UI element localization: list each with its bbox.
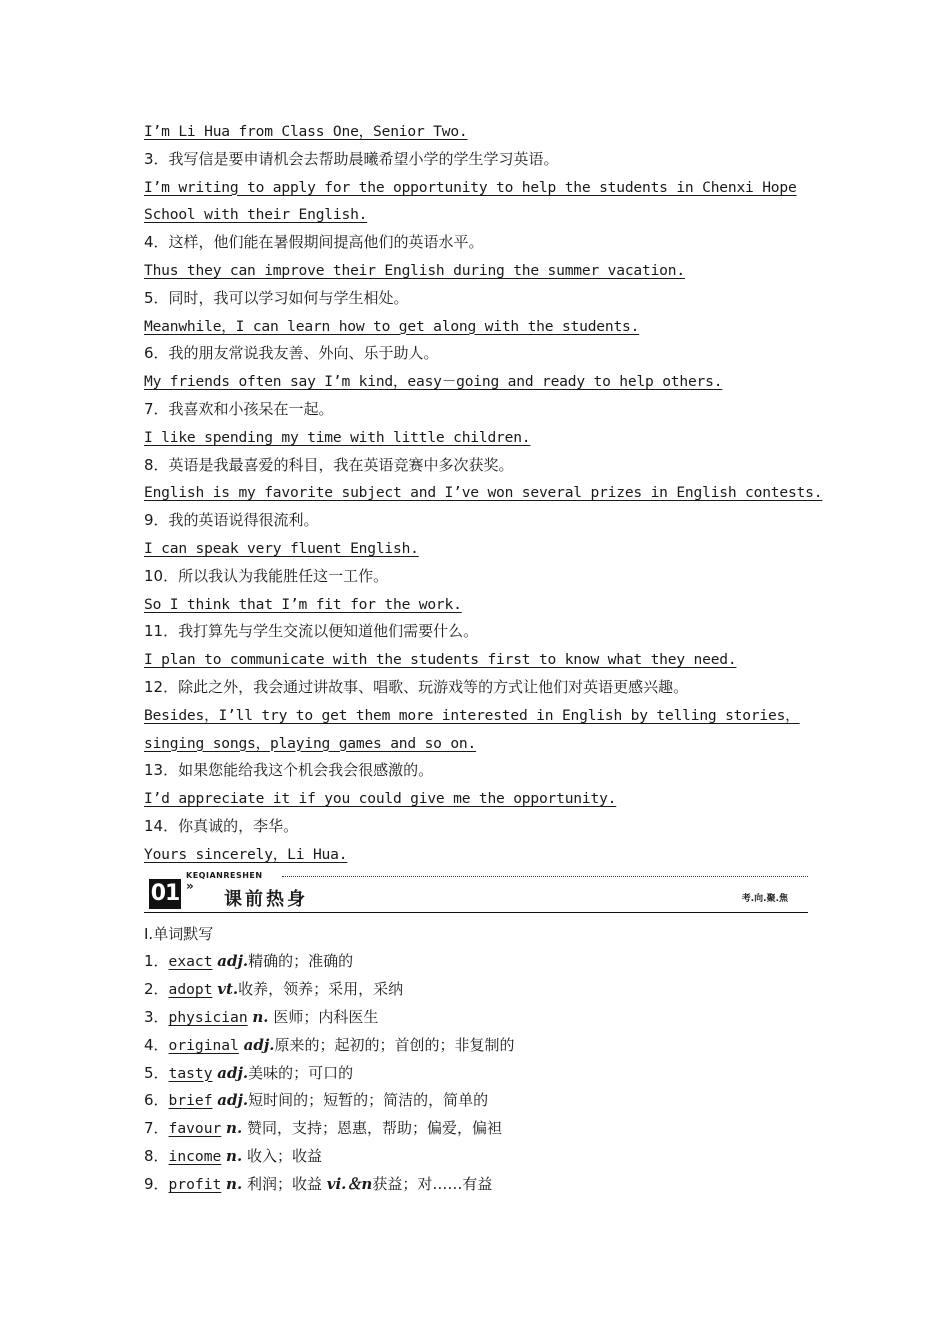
header-rule [144,912,808,913]
sentence-prompt [144,563,808,591]
sentence-prompt [144,507,808,535]
vocab-meaning: 美味的；可口的 [248,1063,354,1082]
sentence-answer: English is my favorite subject and I’ve won several prizes in English contests. [144,484,823,502]
sentence-number: 11． [144,622,179,641]
vocab-meaning: 精确的；准确的 [248,952,354,971]
vocab-item [144,1032,808,1060]
sentence-number: 7． [144,399,169,418]
sentence-prompt [144,674,808,702]
vocab-word: original [168,1036,239,1054]
sentence-chinese: 如果您能给我这个机会我会很感激的。 [178,761,434,780]
vocab-word: exact [168,953,213,971]
vocab-item [144,976,808,1004]
vocab-item [144,1143,808,1171]
vocab-item [144,948,808,976]
section-number-badge: 01 [149,879,181,909]
vocab-item [144,1087,808,1115]
vocab-meaning: 短时间的；短暂的；简洁的，简单的 [248,1091,489,1110]
sentence-number: 12． [144,677,179,696]
sentence-number: 13． [144,761,179,780]
sentence-number: 10． [144,566,179,585]
vocab-item [144,1115,808,1143]
sentence-chinese: 除此之外，我会通过讲故事、唱歌、玩游戏等的方式让他们对英语更感兴趣。 [178,677,689,696]
sentence-chinese: 同时，我可以学习如何与学生相处。 [168,288,409,307]
sentence-prompt [144,340,808,368]
vocab-number: 1． [144,952,169,971]
vocab-pos: n. [226,1174,243,1193]
sentence-prompt [144,813,808,841]
sentence-answer: I can speak very fluent English. [144,539,419,557]
sentence-chinese: 我的英语说得很流利。 [168,511,319,530]
sentence-prompt [144,285,808,313]
sentence-prompt [144,757,808,785]
vocab-word: physician [168,1008,248,1026]
sentence-number: 5． [144,288,169,307]
sentence-prompt [144,229,808,257]
vocab-pos: n. [226,1119,243,1138]
vocab-item [144,1004,808,1032]
section-title: 课前热身 [224,888,308,910]
sentence-chinese: 我写信是要申请机会去帮助晨曦希望小学的学生学习英语。 [168,149,559,168]
vocab-number: 8． [144,1146,169,1165]
vocab-word: tasty [168,1064,213,1082]
sentence-answer: So I think that I’m fit for the work. [144,595,462,613]
section-tagline: 考.向.聚.焦 [741,893,788,904]
chevron-icon: » [186,878,194,893]
vocab-number: 4． [144,1035,169,1054]
sentence-number: 9． [144,511,169,530]
sentence-answer: I plan to communicate with the students first to know what they need. [144,651,737,669]
sentence-answer: I’d appreciate it if you could give me the opportunity. [144,790,617,808]
vocab-number: 5． [144,1063,169,1082]
document-page [144,118,823,1198]
sentence-answer: Meanwhile，I can learn how to get along with the students. [144,317,640,335]
sentence-answer: I’m writing to apply for the opportunity to help the students in Chenxi Hope School with their English. [144,178,797,224]
dotted-rule [282,876,808,877]
vocab-word: brief [168,1092,213,1110]
vocab-pos: n. [252,1007,269,1026]
vocab-pos: adj. [243,1035,275,1054]
vocab-list [144,948,808,1198]
sentence-prompt [144,396,808,424]
sentence-answer: My friends often say I’m kind，easy－going and ready to help others. [144,373,723,391]
vocab-pos: n. [226,1146,243,1165]
sentence-chinese: 所以我认为我能胜任这一工作。 [178,566,389,585]
sentence-chinese: 我的朋友常说我友善、外向、乐于助人。 [168,344,439,363]
sentence-answer: Thus they can improve their English during the summer vacation. [144,261,685,279]
vocab-pos-secondary: vi.＆n [326,1174,373,1193]
sentence-number: 6． [144,344,169,363]
sentence-prompt [144,618,808,646]
vocab-pos: vt. [217,980,239,999]
vocab-meaning: 原来的；起初的；首创的；非复制的 [274,1035,515,1054]
sentence-chinese: 这样，他们能在暑假期间提高他们的英语水平。 [168,233,484,252]
vocab-number: 9． [144,1174,169,1193]
vocab-number: 6． [144,1091,169,1110]
vocab-meaning: 收养，领养；采用，采纳 [238,980,404,999]
sentence-number: 3． [144,149,169,168]
vocab-pos: adj. [217,1091,249,1110]
vocab-number: 2． [144,980,169,999]
vocab-item [144,1171,808,1199]
vocab-pos: adj. [217,952,249,971]
sentence-number: 8． [144,455,169,474]
sentence-number: 4． [144,233,169,252]
vocab-meaning: 收入；收益 [246,1146,322,1165]
vocab-meaning-secondary: 获益；对……有益 [372,1174,493,1193]
vocab-word: income [168,1147,222,1165]
sentence-answer: I like spending my time with little children. [144,428,531,446]
vocab-word: profit [168,1175,222,1193]
sentence-answer: Besides，I’ll try to get them more interested in English by telling stories，singing songs，playing games and so on. [144,706,800,752]
vocab-word: favour [168,1120,222,1138]
sentence-answer: I’m Li Hua from Class One，Senior Two. [144,123,468,140]
vocab-word: adopt [168,981,213,999]
sentence-chinese: 我喜欢和小孩呆在一起。 [168,399,334,418]
vocab-meaning: 利润；收益 [246,1174,322,1193]
section-header [144,870,808,913]
sentence-prompt [144,146,808,174]
sentence-chinese: 你真诚的，李华。 [178,816,299,835]
vocab-heading: Ⅰ.单词默写 [144,924,214,943]
vocab-number: 7． [144,1119,169,1138]
sentence-chinese: 我打算先与学生交流以便知道他们需要什么。 [178,622,479,641]
vocab-meaning: 医师；内科医生 [273,1007,379,1026]
vocab-number: 3． [144,1007,169,1026]
sentence-answer: Yours sincerely，Li Hua. [144,845,348,863]
sentence-chinese: 英语是我最喜爱的科目，我在英语竞赛中多次获奖。 [168,455,514,474]
vocab-item [144,1060,808,1088]
sentence-number: 14． [144,816,179,835]
vocab-pos: adj. [217,1063,249,1082]
section-kicker: KEQIANRESHEN [186,870,263,880]
vocab-meaning: 赞同，支持；恩惠，帮助；偏爱，偏袒 [246,1119,502,1138]
sentence-prompt [144,452,808,480]
